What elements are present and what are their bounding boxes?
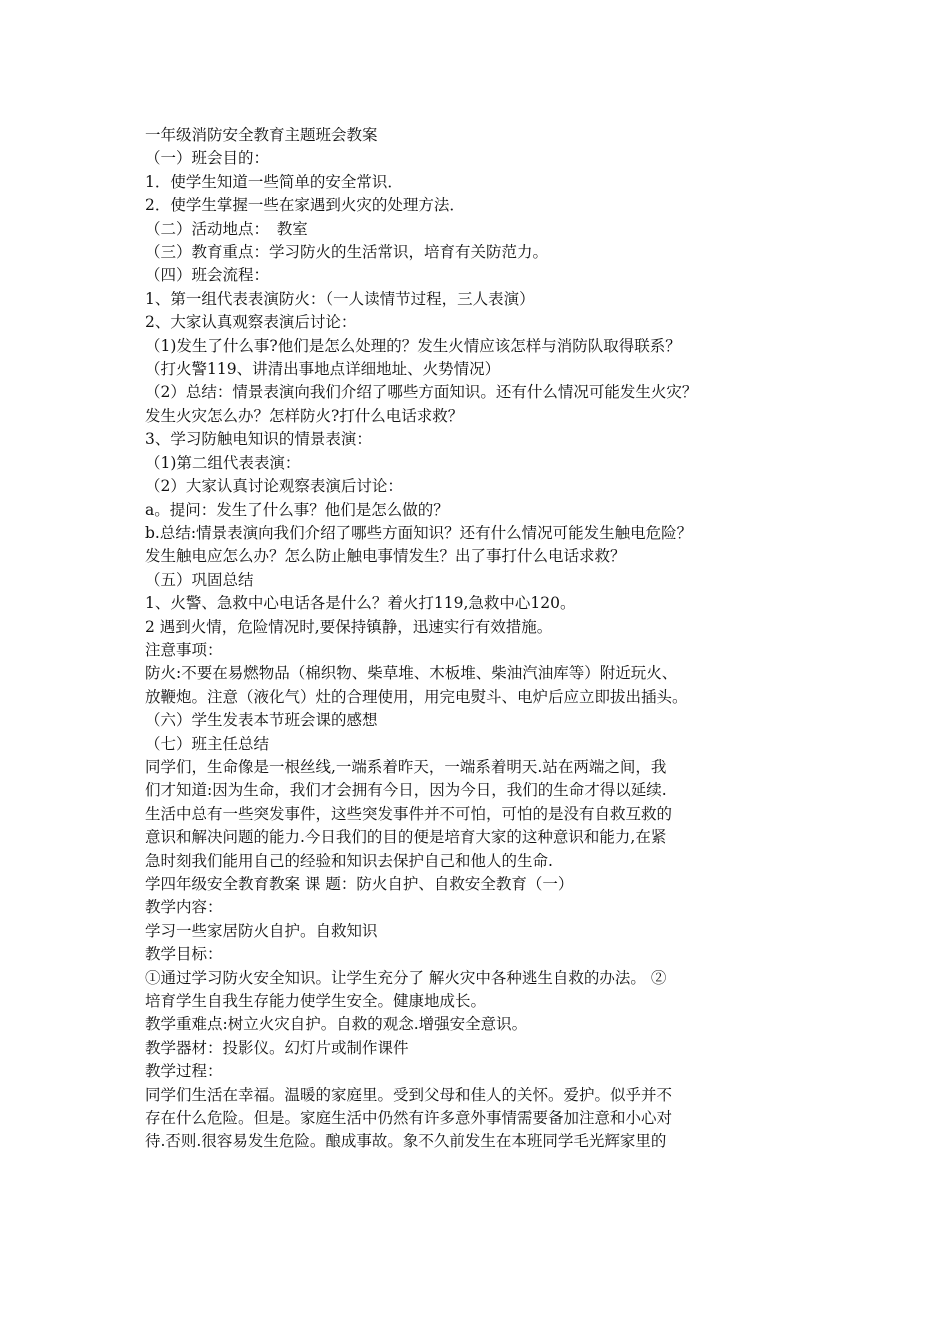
doc-line: （2）总结：情景表演向我们介绍了哪些方面知识。还有什么情况可能发生火灾？ <box>145 383 698 402</box>
doc-line: 注意事项： <box>145 640 223 659</box>
doc-line: （一）班会目的： <box>145 149 270 168</box>
doc-line: （三）教育重点：学习防火的生活常识，培育有关防范力。 <box>145 243 549 262</box>
doc-line: 教学目标： <box>145 945 223 964</box>
doc-line: （六）学生发表本节班会课的感想 <box>145 711 378 730</box>
doc-line: （1)第二组代表表演： <box>145 453 301 472</box>
doc-line: a。提问：发生了什么事？他们是怎么做的？ <box>145 500 449 519</box>
doc-line: 1、第一组代表表演防火：（一人读情节过程，三人表演） <box>145 289 535 308</box>
doc-line: 同学们生活在幸福。温暖的家庭里。受到父母和佳人的关怀。爱护。似乎并不 <box>145 1085 673 1104</box>
doc-line: （1)发生了什么事?他们是怎么处理的？发生火情应该怎样与消防队取得联系？ <box>145 336 681 355</box>
doc-line: 急时刻我们能用自己的经验和知识去保护自己和他人的生命. <box>145 851 553 870</box>
doc-line: 学习一些家居防火自护。自救知识 <box>145 921 378 940</box>
doc-line: 生活中总有一些突发事件，这些突发事件并不可怕，可怕的是没有自救互救的 <box>145 804 673 823</box>
document-page <box>145 124 825 1154</box>
doc-line: 学四年级安全教育教案 课 题：防火自护、自救安全教育（一） <box>145 875 574 893</box>
doc-line: 同学们，生命像是一根丝线,一端系着昨天，一端系着明天.站在两端之间，我 <box>145 757 667 776</box>
doc-line: ①通过学习防火安全知识。让学生充分了 解火灾中各种逃生自救的办法。 ② <box>145 968 667 987</box>
doc-line: 发生火灾怎么办？怎样防火?打什么电话求救？ <box>145 406 464 425</box>
doc-line: 防火:不要在易燃物品（棉织物、柴草堆、木板堆、柴油汽油库等）附近玩火、 <box>145 664 678 683</box>
doc-line: 放鞭炮。注意（液化气）灶的合理使用，用完电熨斗、电炉后应立即拔出插头。 <box>145 687 688 706</box>
doc-line: 教学器材：投影仪。幻灯片或制作课件 <box>145 1038 409 1057</box>
doc-line: （七）班主任总结 <box>145 734 270 753</box>
doc-line: 意识和解决问题的能力.今日我们的目的便是培育大家的这种意识和能力,在紧 <box>145 828 667 847</box>
doc-line: （2）大家认真讨论观察表演后讨论： <box>145 477 403 496</box>
doc-line: 1、火警、急救中心电话各是什么？着火打119,急救中心120。 <box>145 594 576 613</box>
doc-line: （二）活动地点： 教室 <box>145 219 308 238</box>
doc-line: 2．使学生掌握一些在家遇到火灾的处理方法． <box>145 196 465 215</box>
doc-line: 发生触电应怎么办？怎么防止触电事情发生？出了事打什么电话求救？ <box>145 547 626 566</box>
doc-line: （五）巩固总结 <box>145 570 254 589</box>
doc-line: 们才知道:因为生命，我们才会拥有今日，因为今日，我们的生命才得以延续. <box>145 781 667 800</box>
doc-line: 3、学习防触电知识的情景表演： <box>145 430 372 449</box>
doc-line: 教学过程： <box>145 1062 223 1081</box>
doc-line: 教学重难点:树立火灾自护。自救的观念.增强安全意识。 <box>145 1015 528 1034</box>
doc-line: 2、大家认真观察表演后讨论： <box>145 313 357 332</box>
doc-line: 待.否则.很容易发生危险。酿成事故。象不久前发生在本班同学毛光辉家里的 <box>145 1132 667 1151</box>
doc-line: （打火警119、讲清出事地点详细地址、火势情况） <box>145 360 501 379</box>
doc-line: 1．使学生知道一些简单的安全常识． <box>145 172 403 191</box>
doc-line: 存在什么危险。但是。家庭生活中仍然有许多意外事情需要备加注意和小心对 <box>145 1109 673 1128</box>
doc-title: 一年级消防安全教育主题班会教案 <box>145 126 378 144</box>
doc-line: 2 遇到火情，危险情况时,要保持镇静，迅速实行有效措施。 <box>145 617 553 636</box>
doc-line: 教学内容： <box>145 898 223 917</box>
doc-line: b.总结:情景表演向我们介绍了哪些方面知识？还有什么情况可能发生触电危险？ <box>145 523 693 542</box>
doc-line: （四）班会流程： <box>145 266 270 285</box>
doc-line: 培育学生自我生存能力使学生安全。健康地成长。 <box>145 992 487 1011</box>
